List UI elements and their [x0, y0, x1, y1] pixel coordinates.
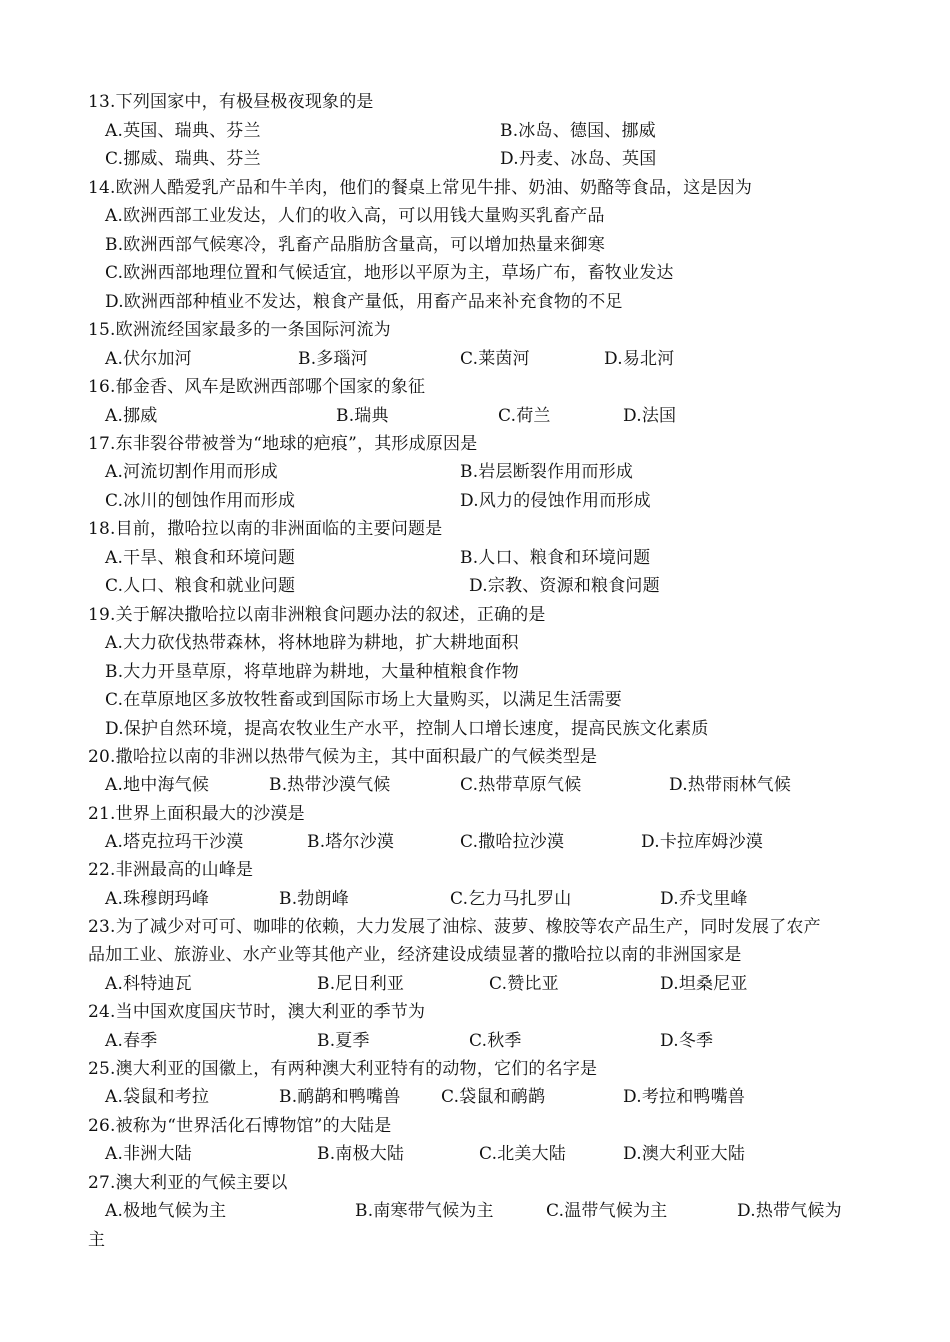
question-15-option-d: D.易北河 — [604, 349, 675, 369]
question-23-option-b: B.尼日利亚 — [317, 974, 405, 994]
question-14-option-c: C.欧洲西部地理位置和气候适宜，地形以平原为主，草场广布，畜牧业发达 — [105, 263, 674, 283]
question-13-stem: 13.下列国家中，有极昼极夜现象的是 — [88, 92, 374, 112]
question-23-stem: 23.为了减少对可可、咖啡的依赖，大力发展了油棕、菠萝、橡胶等农产品生产，同时发展了农产 — [88, 917, 821, 937]
question-22-option-d: D.乔戈里峰 — [660, 889, 748, 909]
question-25-option-d: D.考拉和鸭嘴兽 — [623, 1087, 746, 1107]
question-26-option-d: D.澳大利亚大陆 — [623, 1144, 746, 1164]
question-16-option-d: D.法国 — [623, 406, 677, 426]
question-22-option-b: B.勃朗峰 — [279, 889, 349, 909]
question-13-option-c: C.挪威、瑞典、芬兰 — [105, 149, 261, 169]
question-25-stem: 25.澳大利亚的国徽上，有两种澳大利亚特有的动物，它们的名字是 — [88, 1059, 598, 1079]
question-27-option-c: C.温带气候为主 — [546, 1201, 668, 1221]
question-27-stem: 27.澳大利亚的气候主要以 — [88, 1173, 288, 1193]
question-24-option-b: B.夏季 — [317, 1031, 370, 1051]
question-21-option-b: B.塔尔沙漠 — [307, 832, 395, 852]
question-25-option-c: C.袋鼠和鸸鹋 — [441, 1087, 546, 1107]
question-21-option-c: C.撒哈拉沙漠 — [460, 832, 565, 852]
question-19-option-a: A.大力砍伐热带森林，将林地辟为耕地，扩大耕地面积 — [105, 633, 519, 653]
question-13-option-b: B.冰岛、德国、挪威 — [500, 121, 656, 141]
question-24-option-c: C.秋季 — [469, 1031, 522, 1051]
question-14-stem: 14.欧洲人酷爱乳产品和牛羊肉，他们的餐桌上常见牛排、奶油、奶酪等食品，这是因为 — [88, 178, 753, 198]
question-18-stem: 18.目前，撒哈拉以南的非洲面临的主要问题是 — [88, 519, 443, 539]
question-20-option-b: B.热带沙漠气候 — [269, 775, 391, 795]
question-27-option-b: B.南寒带气候为主 — [355, 1201, 494, 1221]
question-14-option-b: B.欧洲西部气候寒冷，乳畜产品脂肪含量高，可以增加热量来御寒 — [105, 235, 605, 255]
question-24-option-d: D.冬季 — [660, 1031, 714, 1051]
question-24-option-a: A.春季 — [105, 1031, 158, 1051]
question-14-option-a: A.欧洲西部工业发达，人们的收入高，可以用钱大量购买乳畜产品 — [105, 206, 605, 226]
question-14-option-d: D.欧洲西部种植业不发达，粮食产量低，用畜产品来补充食物的不足 — [105, 292, 623, 312]
question-19-option-b: B.大力开垦草原，将草地辟为耕地，大量种植粮食作物 — [105, 662, 519, 682]
question-26-option-a: A.非洲大陆 — [105, 1144, 192, 1164]
question-18-option-b: B.人口、粮食和环境问题 — [460, 548, 651, 568]
question-13-option-d: D.丹麦、冰岛、英国 — [500, 149, 657, 169]
question-20-stem: 20.撒哈拉以南的非洲以热带气候为主，其中面积最广的气候类型是 — [88, 747, 598, 767]
question-16-stem: 16.郁金香、风车是欧洲西部哪个国家的象征 — [88, 377, 426, 397]
question-26-option-b: B.南极大陆 — [317, 1144, 405, 1164]
question-16-option-b: B.瑞典 — [336, 406, 389, 426]
question-24-stem: 24.当中国欢度国庆节时，澳大利亚的季节为 — [88, 1002, 426, 1022]
question-23-stem-continued: 品加工业、旅游业、水产业等其他产业，经济建设成绩显著的撒哈拉以南的非洲国家是 — [88, 945, 742, 965]
question-26-stem: 26.被称为“世界活化石博物馆”的大陆是 — [88, 1116, 392, 1136]
question-20-option-d: D.热带雨林气候 — [669, 775, 792, 795]
question-22-option-a: A.珠穆朗玛峰 — [105, 889, 210, 909]
question-19-stem: 19.关于解决撒哈拉以南非洲粮食问题办法的叙述，正确的是 — [88, 605, 546, 625]
question-17-stem: 17.东非裂谷带被誉为“地球的疤痕”，其形成原因是 — [88, 434, 478, 454]
question-19-option-c: C.在草原地区多放牧牲畜或到国际市场上大量购买，以满足生活需要 — [105, 690, 623, 710]
question-17-option-a: A.河流切割作用而形成 — [105, 462, 278, 482]
question-18-option-c: C.人口、粮食和就业问题 — [105, 576, 296, 596]
question-21-stem: 21.世界上面积最大的沙漠是 — [88, 804, 305, 824]
question-15-option-b: B.多瑙河 — [298, 349, 368, 369]
question-23-option-a: A.科特迪瓦 — [105, 974, 192, 994]
question-27-option-a: A.极地气候为主 — [105, 1201, 227, 1221]
question-13-option-a: A.英国、瑞典、芬兰 — [105, 121, 261, 141]
question-17-option-b: B.岩层断裂作用而形成 — [460, 462, 634, 482]
question-15-option-a: A.伏尔加河 — [105, 349, 192, 369]
question-16-option-a: A.挪威 — [105, 406, 158, 426]
question-26-option-c: C.北美大陆 — [479, 1144, 567, 1164]
question-15-option-c: C.莱茵河 — [460, 349, 530, 369]
question-21-option-d: D.卡拉库姆沙漠 — [641, 832, 764, 852]
question-20-option-c: C.热带草原气候 — [460, 775, 582, 795]
question-19-option-d: D.保护自然环境，提高农牧业生产水平，控制人口增长速度，提高民族文化素质 — [105, 719, 709, 739]
question-27-option-d: D.热带气候为 — [737, 1201, 842, 1221]
question-15-stem: 15.欧洲流经国家最多的一条国际河流为 — [88, 320, 391, 340]
question-17-option-d: D.风力的侵蚀作用而形成 — [460, 491, 651, 511]
question-17-option-c: C.冰川的刨蚀作用而形成 — [105, 491, 296, 511]
question-23-option-d: D.坦桑尼亚 — [660, 974, 748, 994]
question-25-option-b: B.鸸鹋和鸭嘴兽 — [279, 1087, 401, 1107]
question-18-option-a: A.干旱、粮食和环境问题 — [105, 548, 296, 568]
question-16-option-c: C.荷兰 — [498, 406, 551, 426]
question-22-option-c: C.乞力马扎罗山 — [450, 889, 572, 909]
question-22-stem: 22.非洲最高的山峰是 — [88, 860, 254, 880]
question-23-option-c: C.赞比亚 — [489, 974, 559, 994]
question-25-option-a: A.袋鼠和考拉 — [105, 1087, 210, 1107]
question-27-option-d-wrap: 主 — [88, 1230, 106, 1250]
question-20-option-a: A.地中海气候 — [105, 775, 210, 795]
question-21-option-a: A.塔克拉玛干沙漠 — [105, 832, 244, 852]
question-18-option-d: D.宗教、资源和粮食问题 — [469, 576, 660, 596]
